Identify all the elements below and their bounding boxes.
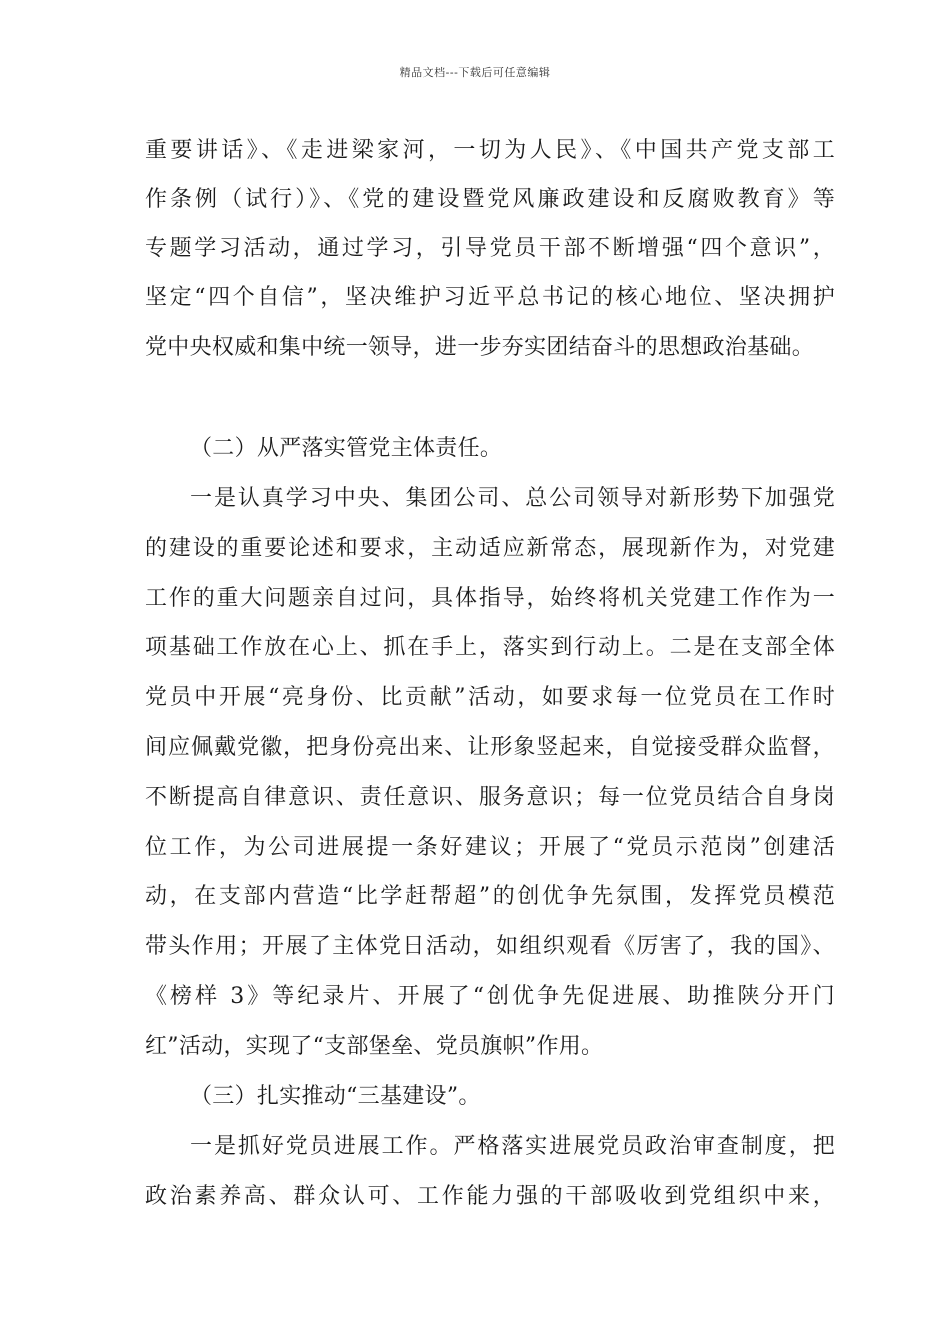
paragraph-line: 带头作用；开展了主体党日活动，如组织观看《厉害了，我的国》、	[145, 934, 835, 959]
page-header: 精品文档---下载后可任意编辑	[399, 66, 551, 79]
paragraph-line: 政治素养高、群众认可、工作能力强的干部吸收到党组织中来，	[145, 1184, 835, 1209]
paragraph-line: 位工作，为公司进展提一条好建议；开展了“党员示范岗”创建活	[145, 835, 835, 860]
paragraph-line: 作条例（试行）》、《党的建设暨党风廉政建设和反腐败教育》等	[145, 187, 835, 212]
paragraph-line: 坚定“四个自信”，坚决维护习近平总书记的核心地位、坚决拥护	[145, 285, 835, 310]
paragraph-line: 一是认真学习中央、集团公司、总公司领导对新形势下加强党	[190, 486, 835, 511]
paragraph-line: 红”活动，实现了“支部堡垒、党员旗帜”作用。	[145, 1034, 604, 1059]
section-heading: （三）扎实推动“三基建设”。	[190, 1084, 481, 1109]
section-heading: （二）从严落实管党主体责任。	[190, 436, 503, 461]
paragraph-line: 间应佩戴党徽，把身份亮出来、让形象竖起来，自觉接受群众监督，	[145, 735, 835, 760]
paragraph-line: 不断提高自律意识、责任意识、服务意识；每一位党员结合自身岗	[145, 785, 835, 810]
paragraph-line: 动，在支部内营造“比学赶帮超”的创优争先氛围，发挥党员模范	[145, 884, 835, 909]
paragraph-line: 工作的重大问题亲自过问，具体指导，始终将机关党建工作作为一	[145, 586, 835, 611]
paragraph-line: 《榜样 3》等纪录片、开展了“创优争先促进展、助推陕分开门	[145, 984, 835, 1009]
paragraph-line: 一是抓好党员进展工作。严格落实进展党员政治审查制度，把	[190, 1134, 835, 1159]
paragraph-line: 党员中开展“亮身份、比贡献”活动，如要求每一位党员在工作时	[145, 685, 835, 710]
paragraph-line: 重要讲话》、《走进梁家河，一切为人民》、《中国共产党支部工	[145, 138, 835, 163]
paragraph-line: 党中央权威和集中统一领导，进一步夯实团结奋斗的思想政治基础。	[145, 335, 815, 360]
paragraph-line: 专题学习活动，通过学习，引导党员干部不断增强“四个意识”，	[145, 236, 835, 261]
paragraph-line: 项基础工作放在心上、抓在手上，落实到行动上。二是在支部全体	[145, 635, 835, 660]
paragraph-line: 的建设的重要论述和要求，主动适应新常态，展现新作为，对党建	[145, 536, 835, 561]
